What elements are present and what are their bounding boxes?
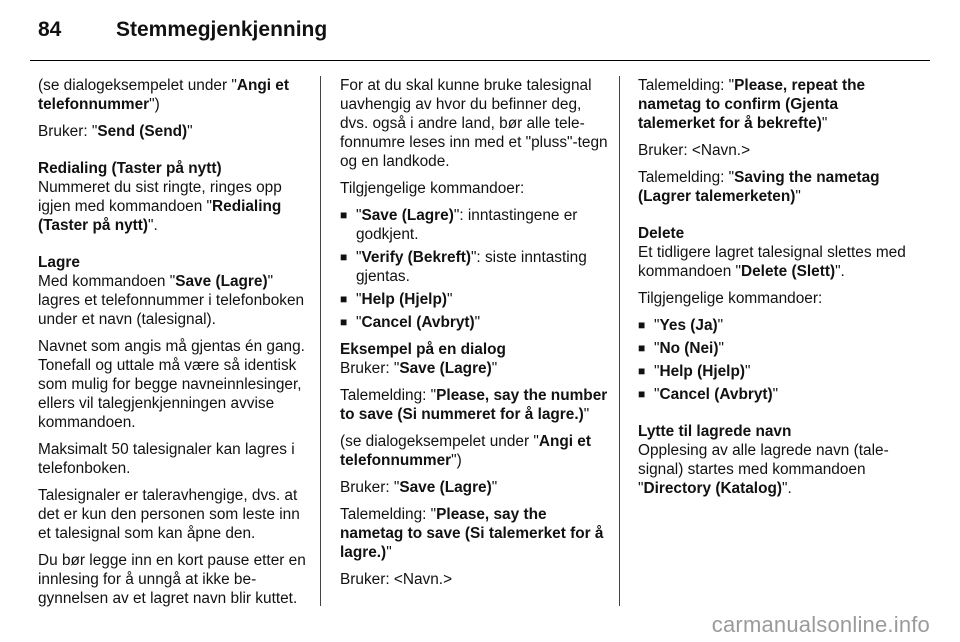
section-heading: Lytte til lagrede navn	[638, 423, 792, 440]
paragraph: Maksimalt 50 talesignaler kan lagres i telefonboken.	[38, 441, 295, 477]
page-title: Stemmegjenkjenning	[116, 18, 328, 41]
paragraph: Talemelding: "Please, say the nametag to save (Si talemerket for å lagre.)"	[340, 506, 604, 561]
paragraph: Talemelding: "Please, repeat the nametag to confirm (Gjenta talemerket for å bekrefte)"	[638, 77, 866, 132]
page-header	[38, 18, 327, 42]
paragraph: Talesignaler er taleravhengige, dvs. at det er kun den personen som leste inn et talesignal som kan åpne den.	[38, 487, 300, 542]
section-heading: Eksempel på en dialog	[340, 341, 506, 358]
command-list	[638, 316, 908, 404]
column-divider-1	[320, 76, 321, 606]
header-rule	[30, 60, 930, 61]
column-1	[38, 76, 306, 616]
list-item: ■ "Cancel (Avbryt)"	[638, 385, 908, 404]
section-redialing: Redialing (Taster på nytt) Nummeret du sist ringte, ringes opp igjen med kommandoen "Redialing (Taster på nytt)".	[38, 160, 282, 234]
watermark-text: carmanualsonline.info	[711, 612, 930, 637]
paragraph: Talemelding: "Saving the nametag (Lagrer talemerketen)"	[638, 169, 880, 205]
paragraph: Navnet som angis må gjentas én gang. Tonefall og uttale må være så identisk som mulig for begge navneinnlesinger, ellers vil talegjenkjenningen avvise kommandoen.	[38, 338, 305, 431]
list-item: ■ "Help (Hjelp)"	[340, 290, 608, 309]
paragraph: For at du skal kunne bruke talesignal uavhengig av hvor du befinner deg, dvs. også i andre land, bør alle telefonnumre leses inn med et "pluss"-tegn og en landkode.	[340, 77, 608, 170]
section-heading: Delete	[638, 225, 685, 242]
column-2	[340, 76, 608, 597]
column-3	[638, 76, 908, 506]
paragraph: (se dialogeksempelet under "Angi et telefonnummer")	[340, 433, 591, 469]
paragraph: Bruker: "Send (Send)"	[38, 123, 193, 140]
paragraph: Tilgjengelige kommandoer:	[638, 290, 823, 307]
list-item: ■ "Cancel (Avbryt)"	[340, 313, 608, 332]
section-dialog-example: Eksempel på en dialog Bruker: "Save (Lagre)"	[340, 341, 506, 377]
paragraph: Du bør legge inn en kort pause etter en innlesing for å unngå at ikke begynnelsen av et lagret navn blir kuttet.	[38, 552, 306, 607]
section-heading: Redialing (Taster på nytt)	[38, 160, 222, 177]
section-listen: Lytte til lagrede navn Opplesing av alle lagrede navn (talesignal) startes med kommandoen "Directory (Katalog)".	[638, 423, 889, 497]
section-lagre: Lagre Med kommandoen "Save (Lagre)" lagres et telefonnummer i telefonboken under et navn (talesignal).	[38, 254, 305, 328]
list-item: ■ "Yes (Ja)"	[638, 316, 908, 335]
command-list	[340, 206, 608, 332]
section-heading: Lagre	[38, 254, 80, 271]
list-item: ■ "Verify (Bekreft)": siste inntasting gjentas.	[340, 248, 608, 286]
column-divider-2	[619, 76, 620, 606]
list-item: ■ "Save (Lagre)": inntastingene er godkjent.	[340, 206, 608, 244]
page-number: 84	[38, 18, 62, 41]
list-item: ■ "Help (Hjelp)"	[638, 362, 908, 381]
list-item: ■ "No (Nei)"	[638, 339, 908, 358]
paragraph: Tilgjengelige kommandoer:	[340, 180, 525, 197]
section-delete: Delete Et tidligere lagret talesignal slettes med kommandoen "Delete (Slett)".	[638, 225, 906, 280]
paragraph: Talemelding: "Please, say the number to save (Si nummeret for å lagre.)"	[340, 387, 608, 423]
paragraph: Bruker: <Navn.>	[638, 142, 751, 159]
paragraph: Bruker: "Save (Lagre)"	[340, 479, 498, 496]
paragraph: Bruker: <Navn.>	[340, 571, 453, 588]
paragraph: (se dialogeksempelet under "Angi et telefonnummer")	[38, 77, 289, 113]
